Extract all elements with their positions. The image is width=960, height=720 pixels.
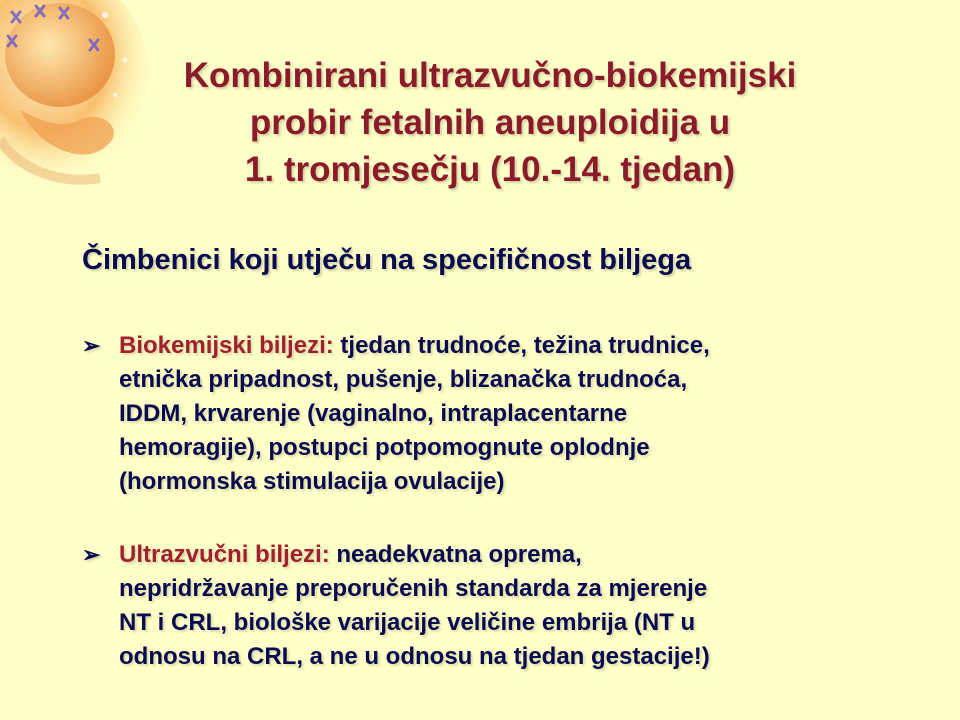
bullet-text: neadekvatna oprema, — [329, 541, 582, 568]
title-line: Kombinirani ultrazvučno-biokemijski — [183, 56, 797, 95]
bullet-biochemical — [82, 329, 932, 499]
title-line: probir fetalnih aneuploidija u — [249, 103, 731, 142]
bullet-text: etnička pripadnost, pušenje, blizanačka trudnoća, — [119, 366, 688, 393]
bullet-text: odnosu na CRL, a ne u odnosu na tjedan gestacije!) — [119, 643, 710, 670]
arrow-bullet-icon: ➢ — [82, 333, 101, 358]
bullet-text: nepridržavanje preporučenih standarda za mjerenje — [119, 575, 708, 602]
arrow-bullet-icon: ➢ — [82, 542, 101, 567]
bullet-text: NT i CRL, biološke varijacije veličine embrija (NT u — [119, 609, 696, 636]
bullet-text: IDDM, krvarenje (vaginalno, intraplacentarne — [119, 400, 628, 427]
bullet-text: (hormonska stimulacija ovulacije) — [119, 468, 505, 495]
bullet-lead: Biokemijski biljezi: — [119, 332, 334, 359]
slide-title — [60, 52, 920, 193]
bullet-text: hemoragije), postupci potpomognute oplodnje — [119, 434, 650, 461]
title-line: 1. tromjesečju (10.-14. tjedan) — [244, 150, 736, 189]
bullet-ultrasound — [82, 538, 932, 674]
bullet-lead: Ultrazvučni biljezi: — [119, 541, 330, 568]
slide-subtitle: Čimbenici koji utječu na specifičnost biljega — [82, 244, 692, 276]
bullet-text: tjedan trudnoće, težina trudnice, — [333, 332, 710, 359]
